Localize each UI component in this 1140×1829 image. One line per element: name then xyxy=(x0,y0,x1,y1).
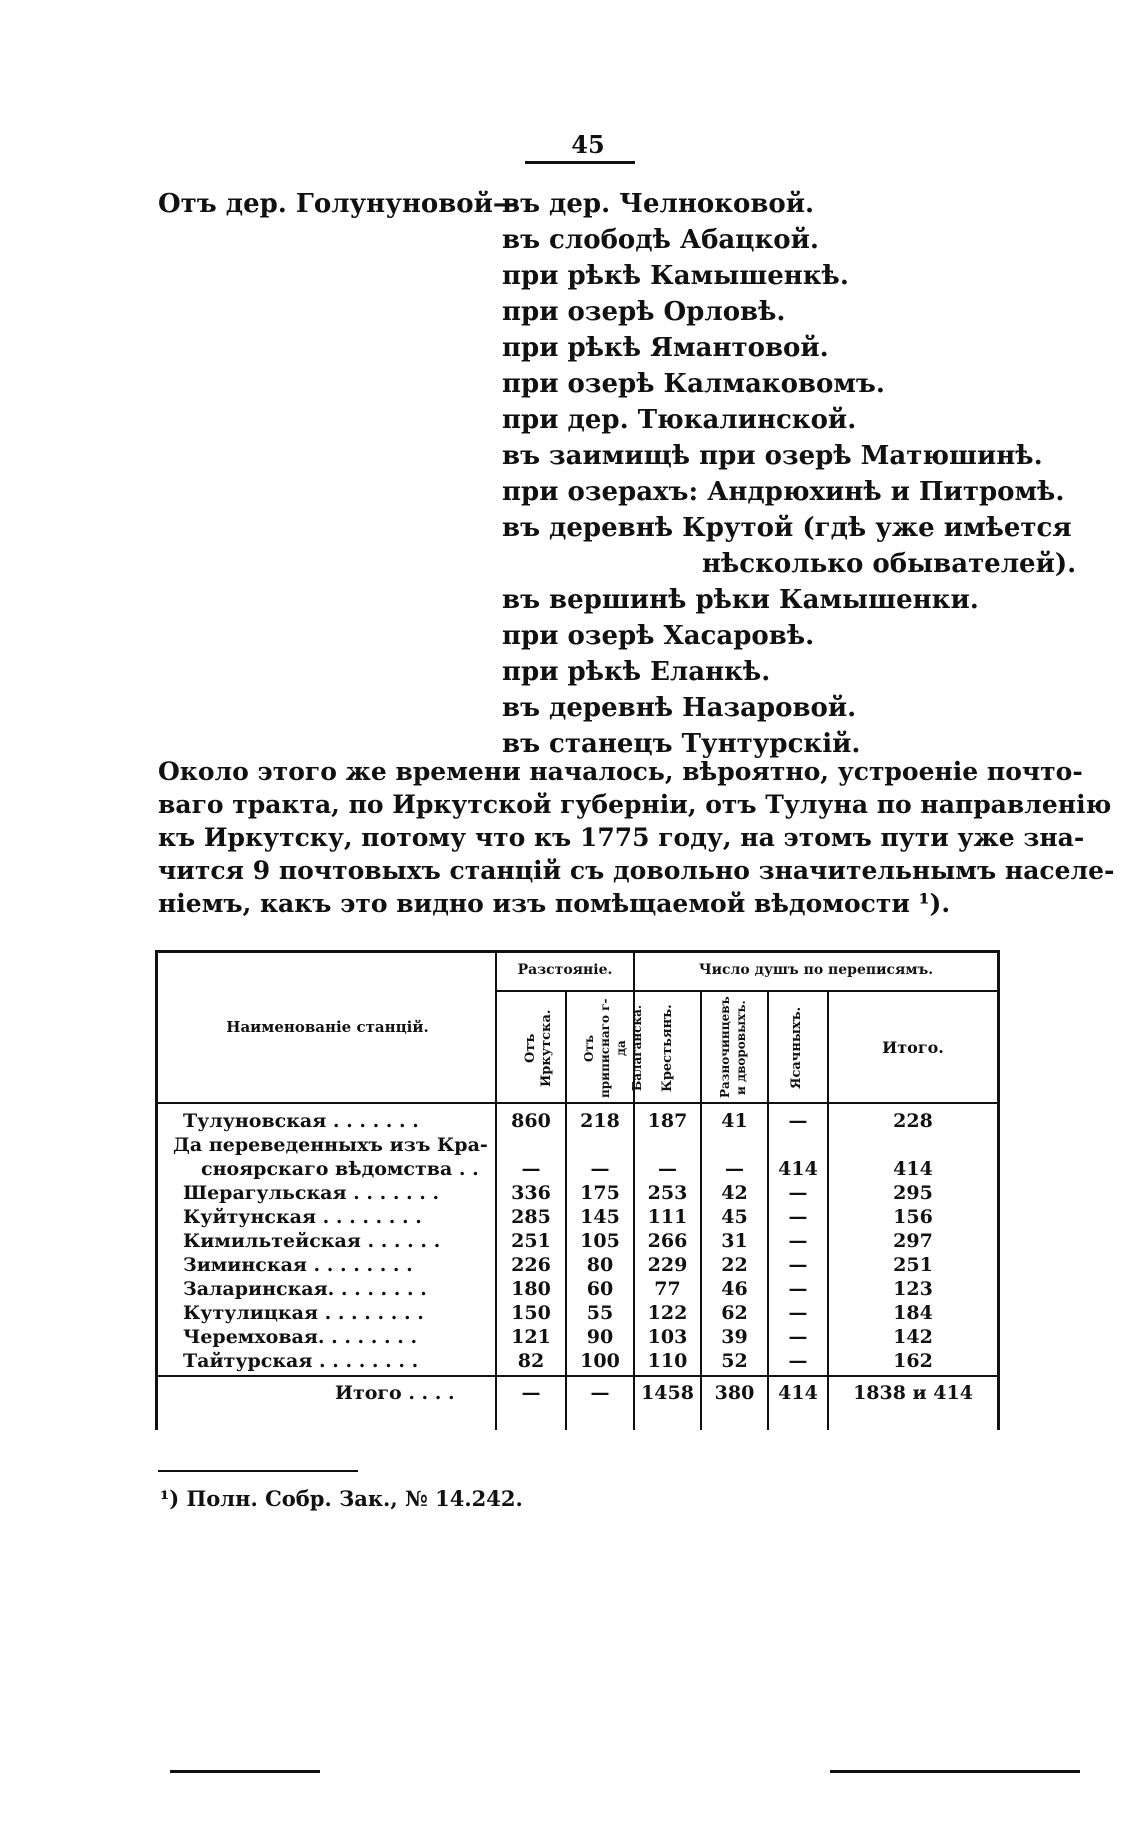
cell-peasants: 111 xyxy=(647,1206,688,1228)
cell-from-irkutsk: — xyxy=(521,1158,541,1180)
cell-peasants: 1458 xyxy=(641,1382,694,1404)
cell-from-balagansk: 55 xyxy=(586,1302,614,1324)
cell-peasants: 266 xyxy=(647,1230,688,1252)
stations-table xyxy=(155,950,1000,1430)
route-origin: Отъ дер. Голунуновой— xyxy=(158,189,519,219)
cell-from-irkutsk: — xyxy=(521,1382,541,1404)
cell-from-irkutsk: 336 xyxy=(511,1182,551,1204)
cell-from-balagansk: 90 xyxy=(586,1326,614,1348)
footnote-rule xyxy=(158,1470,358,1472)
route-stop: при озерѣ Калмаковомъ. xyxy=(502,369,885,399)
footnote: ¹) Полн. Собр. Зак., № 14.242. xyxy=(160,1486,523,1511)
cell-yasachnye: — xyxy=(788,1182,808,1204)
route-stop: при рѣкѣ Еланкѣ. xyxy=(502,657,771,687)
cell-raznochintsy: 45 xyxy=(721,1206,748,1228)
cell-peasants: 122 xyxy=(647,1302,688,1324)
cell-yasachnye: — xyxy=(788,1206,808,1228)
table-row xyxy=(155,1110,1000,1134)
cell-yasachnye: — xyxy=(788,1350,808,1372)
cell-yasachnye: — xyxy=(788,1230,808,1252)
cell-from-irkutsk: 121 xyxy=(511,1326,551,1348)
table-top-rule xyxy=(155,950,1000,953)
header-peasants: Крестьянъ. xyxy=(660,1004,675,1092)
cell-peasants: 103 xyxy=(647,1326,688,1348)
cell-from-balagansk: 218 xyxy=(580,1110,620,1132)
cell-raznochintsy: 62 xyxy=(721,1302,748,1324)
table-total-row xyxy=(155,1382,1000,1406)
total-label: Итого . . . . xyxy=(335,1382,455,1404)
table-total-rule xyxy=(155,1375,1000,1377)
route-stop-continuation: нѣсколько обывателей). xyxy=(702,549,1077,579)
cell-total: 184 xyxy=(893,1302,933,1324)
cell-raznochintsy: 46 xyxy=(721,1278,748,1300)
row-station: Тулуновская . . . . . . . xyxy=(183,1110,419,1132)
cell-yasachnye: — xyxy=(788,1326,808,1348)
cell-raznochintsy: 39 xyxy=(721,1326,748,1348)
header-from-balagansk: Отъ приписнаго г-да Балаганска. xyxy=(582,998,644,1098)
row-station: Кутулицкая . . . . . . . . xyxy=(183,1302,424,1324)
route-stop: въ слободѣ Абацкой. xyxy=(502,225,819,255)
route-stop: при дер. Тюкалинской. xyxy=(502,405,857,435)
cell-total: 414 xyxy=(893,1158,933,1180)
cell-total: 297 xyxy=(893,1230,933,1252)
header-raznochintsy: Разночинцевъ и дворовыхъ. xyxy=(718,996,748,1098)
cell-raznochintsy: 22 xyxy=(721,1254,748,1276)
table-row xyxy=(155,1326,1000,1350)
header-total: Итого. xyxy=(882,1038,944,1057)
cell-raznochintsy: 31 xyxy=(721,1230,748,1252)
row-station: Зиминская . . . . . . . . xyxy=(183,1254,413,1276)
header-souls: Число душъ по переписямъ. xyxy=(698,962,934,978)
header-distance: Разстояніе. xyxy=(517,962,613,978)
route-stop: при рѣкѣ Ямантовой. xyxy=(502,333,829,363)
route-stop: въ станецъ Тунтурскій. xyxy=(502,729,861,759)
cell-total: 156 xyxy=(893,1206,933,1228)
table-row xyxy=(155,1158,1000,1182)
header-station-name: Наименованіе станцій. xyxy=(226,1018,429,1036)
table-row xyxy=(155,1350,1000,1374)
cell-yasachnye: 414 xyxy=(778,1158,818,1180)
table-row xyxy=(155,1206,1000,1230)
page-number: 45 xyxy=(571,130,605,159)
bottom-rule-left xyxy=(170,1770,320,1773)
route-stop: въ деревнѣ Назаровой. xyxy=(502,693,857,723)
bottom-rule-right xyxy=(830,1770,1080,1773)
body-paragraph xyxy=(158,755,1115,920)
paragraph-line: ваго тракта, по Иркутской губерніи, отъ Тулуна по направленію xyxy=(158,790,1112,819)
cell-peasants: 229 xyxy=(647,1254,688,1276)
header-yasachnye: Ясачныхъ. xyxy=(789,1006,804,1090)
row-station: Кимильтейская . . . . . . xyxy=(183,1230,441,1252)
table-row xyxy=(155,1134,1000,1158)
route-stop: при озерахъ: Андрюхинѣ и Питромѣ. xyxy=(502,477,1065,507)
cell-from-balagansk: — xyxy=(590,1158,610,1180)
row-station: Черемховая. . . . . . . . xyxy=(183,1326,418,1348)
cell-peasants: — xyxy=(658,1158,677,1180)
cell-total: 123 xyxy=(893,1278,933,1300)
cell-yasachnye: — xyxy=(788,1302,808,1324)
row-station: Куйтунская . . . . . . . . xyxy=(183,1206,422,1228)
route-stop: въ вершинѣ рѣки Камышенки. xyxy=(502,585,979,615)
paragraph-line: ніемъ, какъ это видно изъ помѣщаемой вѣдомости ¹). xyxy=(158,889,951,918)
paragraph-line: къ Иркутску, потому что къ 1775 году, на этомъ пути уже зна- xyxy=(158,823,1085,852)
cell-raznochintsy: 380 xyxy=(714,1382,755,1404)
cell-total: 251 xyxy=(893,1254,933,1276)
table-row xyxy=(155,1230,1000,1254)
cell-from-irkutsk: 82 xyxy=(517,1350,545,1372)
route-stop: въ дер. Челноковой. xyxy=(502,189,815,219)
paragraph-line: Около этого же времени началось, вѣроятно, устроеніе почто- xyxy=(158,757,1083,786)
cell-from-balagansk: — xyxy=(590,1382,610,1404)
row-station: Шерагульская . . . . . . . xyxy=(183,1182,440,1204)
paragraph-line: чится 9 почтовыхъ станцій съ довольно значительнымъ населе- xyxy=(158,856,1115,885)
cell-total: 142 xyxy=(893,1326,933,1348)
cell-from-balagansk: 60 xyxy=(586,1278,614,1300)
table-subheader-rule xyxy=(495,990,1000,992)
route-stops xyxy=(502,186,1076,762)
cell-raznochintsy: 42 xyxy=(721,1182,748,1204)
cell-from-irkutsk: 285 xyxy=(511,1206,551,1228)
table-row xyxy=(155,1254,1000,1278)
table-header-rule xyxy=(155,1102,1000,1104)
row-station: Заларинская. . . . . . . . xyxy=(183,1278,427,1300)
row-station: Да переведенныхъ изъ Кра- xyxy=(173,1134,488,1156)
page-number-rule xyxy=(525,161,635,164)
cell-from-irkutsk: 180 xyxy=(511,1278,551,1300)
route-stop: при озерѣ Хасаровѣ. xyxy=(502,621,815,651)
cell-peasants: 187 xyxy=(647,1110,688,1132)
route-stop: въ деревнѣ Крутой (гдѣ уже имѣется xyxy=(502,513,1072,543)
cell-yasachnye: 414 xyxy=(778,1382,818,1404)
cell-yasachnye: — xyxy=(788,1278,808,1300)
cell-total: 295 xyxy=(893,1182,933,1204)
cell-peasants: 110 xyxy=(647,1350,688,1372)
cell-total: 1838 и 414 xyxy=(853,1382,973,1404)
cell-from-balagansk: 80 xyxy=(586,1254,614,1276)
cell-raznochintsy: 41 xyxy=(721,1110,748,1132)
table-row xyxy=(155,1302,1000,1326)
route-stop: въ заимищѣ при озерѣ Матюшинѣ. xyxy=(502,441,1043,471)
route-stop: при озерѣ Орловѣ. xyxy=(502,297,786,327)
cell-from-irkutsk: 251 xyxy=(511,1230,551,1252)
cell-raznochintsy: — xyxy=(725,1158,744,1180)
cell-total: 228 xyxy=(893,1110,933,1132)
cell-yasachnye: — xyxy=(788,1110,808,1132)
cell-total: 162 xyxy=(893,1350,933,1372)
cell-from-irkutsk: 860 xyxy=(511,1110,551,1132)
row-station: сноярскаго вѣдомства . . xyxy=(201,1158,479,1180)
cell-from-irkutsk: 226 xyxy=(511,1254,551,1276)
table-row xyxy=(155,1182,1000,1206)
cell-from-balagansk: 100 xyxy=(580,1350,620,1372)
cell-yasachnye: — xyxy=(788,1254,808,1276)
cell-from-irkutsk: 150 xyxy=(511,1302,551,1324)
cell-raznochintsy: 52 xyxy=(721,1350,748,1372)
cell-from-balagansk: 105 xyxy=(580,1230,620,1252)
table-row xyxy=(155,1278,1000,1302)
cell-peasants: 77 xyxy=(654,1278,681,1300)
cell-from-balagansk: 175 xyxy=(580,1182,620,1204)
row-station: Тайтурская . . . . . . . . xyxy=(183,1350,419,1372)
route-stop: при рѣкѣ Камышенкѣ. xyxy=(502,261,849,291)
header-from-irkutsk: Отъ Иркутска. xyxy=(523,1009,554,1087)
cell-peasants: 253 xyxy=(647,1182,688,1204)
cell-from-balagansk: 145 xyxy=(580,1206,620,1228)
